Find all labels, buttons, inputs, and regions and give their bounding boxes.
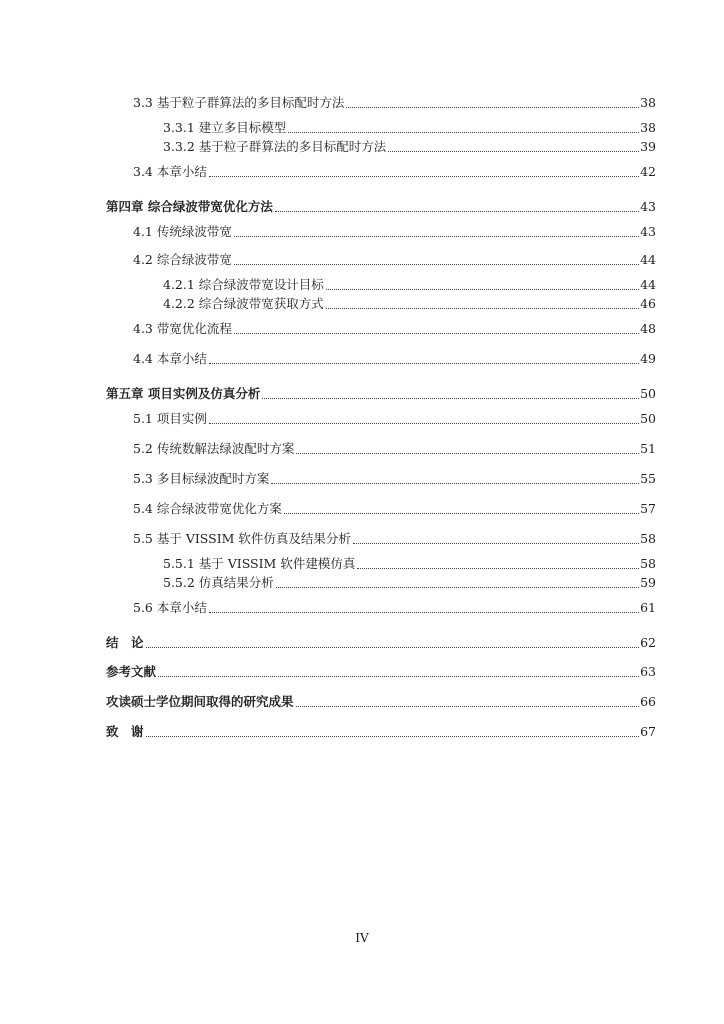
dot-leader (275, 199, 639, 212)
toc-entry-4-2[interactable] (133, 250, 656, 268)
toc-page: 44 (640, 252, 656, 267)
toc-page: 44 (640, 277, 656, 292)
dot-leader (288, 120, 639, 133)
toc-entry-5-6[interactable] (133, 598, 656, 616)
toc-page: 38 (640, 95, 656, 110)
dot-leader (353, 531, 639, 544)
toc-entry-5-5[interactable] (133, 529, 656, 547)
toc-entry-4-3[interactable] (133, 319, 656, 337)
dot-leader (209, 164, 639, 177)
toc-label: 第四章 综合绿波带宽优化方法 (106, 199, 273, 214)
dot-leader (357, 556, 639, 569)
toc-label: 3.4 本章小结 (133, 164, 207, 179)
toc-label: 致 谢 (106, 724, 144, 739)
toc-page: 50 (640, 411, 656, 426)
toc-label: 参考文献 (106, 664, 157, 679)
toc-label: 5.3 多目标绿波配时方案 (133, 471, 270, 486)
toc-label: 4.1 传统绿波带宽 (133, 224, 232, 239)
dot-leader (146, 635, 639, 648)
toc-page: 42 (640, 164, 656, 179)
toc-label: 攻读硕士学位期间取得的研究成果 (106, 694, 294, 709)
toc-page: 63 (640, 664, 656, 679)
toc-page: 57 (640, 501, 656, 516)
toc-page: 51 (640, 441, 656, 456)
dot-leader (326, 277, 639, 290)
dot-leader (234, 224, 639, 237)
toc-page: 67 (640, 724, 656, 739)
toc-page: 49 (640, 351, 656, 366)
toc-page: 48 (640, 321, 656, 336)
toc-page: 55 (640, 471, 656, 486)
dot-leader (346, 95, 639, 108)
toc-label: 5.4 综合绿波带宽优化方案 (133, 501, 282, 516)
dot-leader (284, 501, 639, 514)
toc-label: 第五章 项目实例及仿真分析 (106, 386, 261, 401)
toc-entry-4-2-1[interactable] (163, 275, 656, 293)
toc-label: 4.2.1 综合绿波带宽设计目标 (163, 277, 324, 292)
toc-entry-5-4[interactable] (133, 499, 656, 517)
dot-leader (262, 386, 639, 399)
toc-label: 4.4 本章小结 (133, 351, 207, 366)
toc-page: 59 (640, 575, 656, 590)
toc-label: 4.2.2 综合绿波带宽获取方式 (163, 296, 324, 311)
toc-page: 66 (640, 694, 656, 709)
dot-leader (326, 296, 639, 309)
dot-leader (271, 471, 639, 484)
toc-label: 3.3.2 基于粒子群算法的多目标配时方法 (163, 139, 387, 154)
toc-entry-research-results[interactable] (106, 692, 656, 710)
toc-page: 38 (640, 120, 656, 135)
toc-entry-acknowledgements[interactable] (106, 722, 656, 740)
toc-entry-4-2-2[interactable] (163, 294, 656, 312)
dot-leader (234, 321, 639, 334)
toc-entry-5-5-1[interactable] (163, 554, 656, 572)
toc-page: 46 (640, 296, 656, 311)
toc-entry-5-3[interactable] (133, 469, 656, 487)
toc-label: 3.3 基于粒子群算法的多目标配时方法 (133, 95, 345, 110)
toc-label: 3.3.1 建立多目标模型 (163, 120, 287, 135)
toc-entry-chapter-5[interactable] (106, 384, 656, 402)
toc-label: 5.5 基于 VISSIM 软件仿真及结果分析 (133, 531, 351, 546)
toc-label: 4.3 带宽优化流程 (133, 321, 232, 336)
toc-label: 5.2 传统数解法绿波配时方案 (133, 441, 295, 456)
toc-label: 5.5.1 基于 VISSIM 软件建模仿真 (163, 556, 356, 571)
dot-leader (146, 724, 639, 737)
toc-entry-3-4[interactable] (133, 162, 656, 180)
toc-page: 58 (640, 531, 656, 546)
dot-leader (296, 694, 639, 707)
toc-label: 5.5.2 仿真结果分析 (163, 575, 274, 590)
toc-entry-5-2[interactable] (133, 439, 656, 457)
dot-leader (276, 575, 639, 588)
toc-entry-4-4[interactable] (133, 349, 656, 367)
toc-entry-4-1[interactable] (133, 222, 656, 240)
toc-page: 62 (640, 635, 656, 650)
dot-leader (209, 411, 639, 424)
toc-page: 39 (640, 139, 656, 154)
toc-entry-conclusion[interactable] (106, 633, 656, 651)
dot-leader (209, 351, 639, 364)
toc-entry-5-5-2[interactable] (163, 573, 656, 591)
dot-leader (296, 441, 639, 454)
toc-page: 50 (640, 386, 656, 401)
toc-entry-chapter-4[interactable] (106, 197, 656, 215)
toc-page: 61 (640, 600, 656, 615)
toc-page: 58 (640, 556, 656, 571)
toc-entry-references[interactable] (106, 662, 656, 680)
toc-label: 5.6 本章小结 (133, 600, 207, 615)
toc-label: 4.2 综合绿波带宽 (133, 252, 232, 267)
toc-page: 43 (640, 224, 656, 239)
dot-leader (388, 139, 639, 152)
toc-entry-3-3-2[interactable] (163, 137, 656, 155)
dot-leader (209, 600, 639, 613)
dot-leader (234, 252, 639, 265)
dot-leader (158, 664, 639, 677)
toc-label: 5.1 项目实例 (133, 411, 207, 426)
toc-entry-3-3-1[interactable] (163, 118, 656, 136)
page-number: IV (355, 931, 369, 945)
toc-entry-3-3[interactable] (133, 93, 656, 111)
toc-label: 结 论 (106, 635, 144, 650)
toc-entry-5-1[interactable] (133, 409, 656, 427)
toc-page: 43 (640, 199, 656, 214)
